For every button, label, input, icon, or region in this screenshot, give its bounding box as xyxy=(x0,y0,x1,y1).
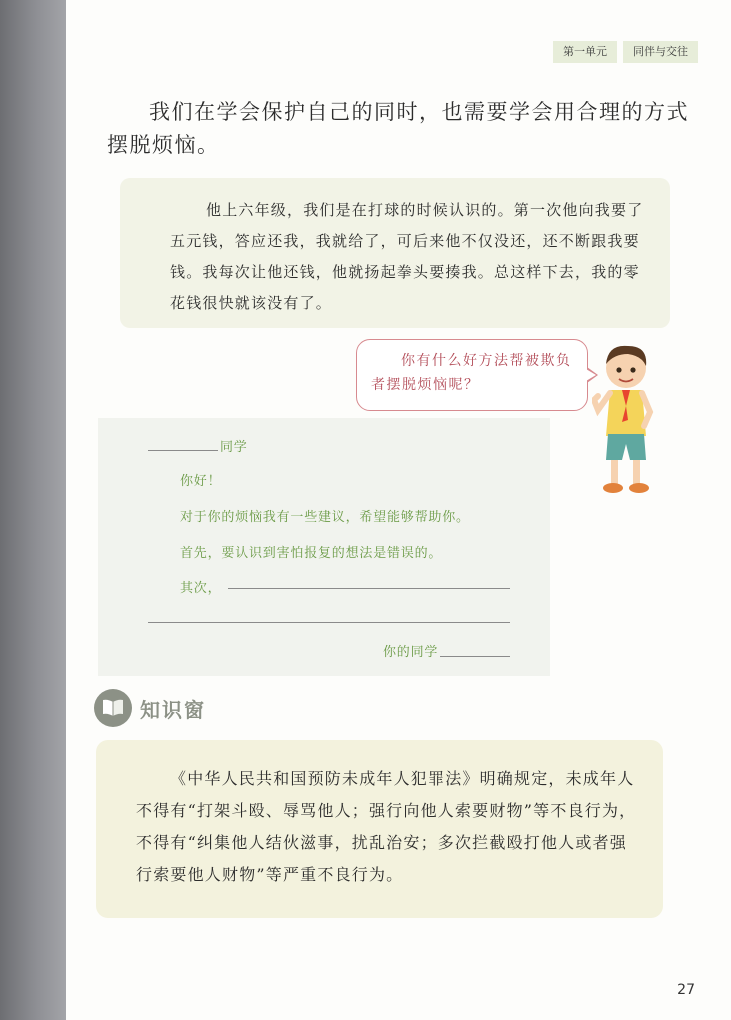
page-header xyxy=(553,41,698,63)
recipient-blank[interactable] xyxy=(148,450,218,451)
unit-label: 第一单元 xyxy=(553,41,617,63)
letter-signature: 你的同学 xyxy=(383,645,439,660)
recipient-suffix: 同学 xyxy=(220,440,248,455)
law-box xyxy=(96,740,663,918)
signature-blank[interactable] xyxy=(440,656,510,657)
letter-line-2: 首先，要认识到害怕报复的想法是错误的。 xyxy=(180,546,443,561)
letter-greeting: 你好！ xyxy=(180,474,222,489)
answer-blank-2[interactable] xyxy=(148,622,510,623)
speech-bubble xyxy=(356,339,588,411)
page-number: 27 xyxy=(677,982,695,998)
letter-line-1: 对于你的烦恼我有一些建议，希望能够帮助你。 xyxy=(180,510,470,525)
intro-paragraph: 我们在学会保护自己的同时，也需要学会用合理的方式摆脱烦恼。 xyxy=(107,100,689,157)
letter-line-3-prefix: 其次， xyxy=(180,581,222,596)
answer-blank-1[interactable] xyxy=(228,588,510,589)
law-text: 《中华人民共和国预防未成年人犯罪法》明确规定，未成年人不得有“打架斗殴、辱骂他人；强行向他人索要财物”等不良行为，不得有“纠集他人结伙滋事，扰乱治安；多次拦截殴打他人或者强行索要他人财物”等严重不良行为。 xyxy=(136,769,637,884)
knowledge-window-title: 知识窗 xyxy=(140,697,206,722)
story-text: 他上六年级，我们是在打球的时候认识的。第一次他向我要了五元钱，答应还我，我就给了，可后来他不仅没还，还不断跟我要钱。我每次让他还钱，他就扬起拳头要揍我。总这样下去，我的零花钱很快就该没有了。 xyxy=(170,201,644,312)
topic-label: 同伴与交往 xyxy=(623,41,698,63)
book-icon xyxy=(94,689,132,727)
story-box xyxy=(120,178,670,328)
knowledge-window-heading xyxy=(94,689,206,727)
boy-illustration xyxy=(592,338,662,500)
bubble-text: 你有什么好方法帮被欺负者摆脱烦恼呢？ xyxy=(371,353,572,393)
book-spine xyxy=(0,0,66,1020)
letter-template xyxy=(98,418,550,676)
